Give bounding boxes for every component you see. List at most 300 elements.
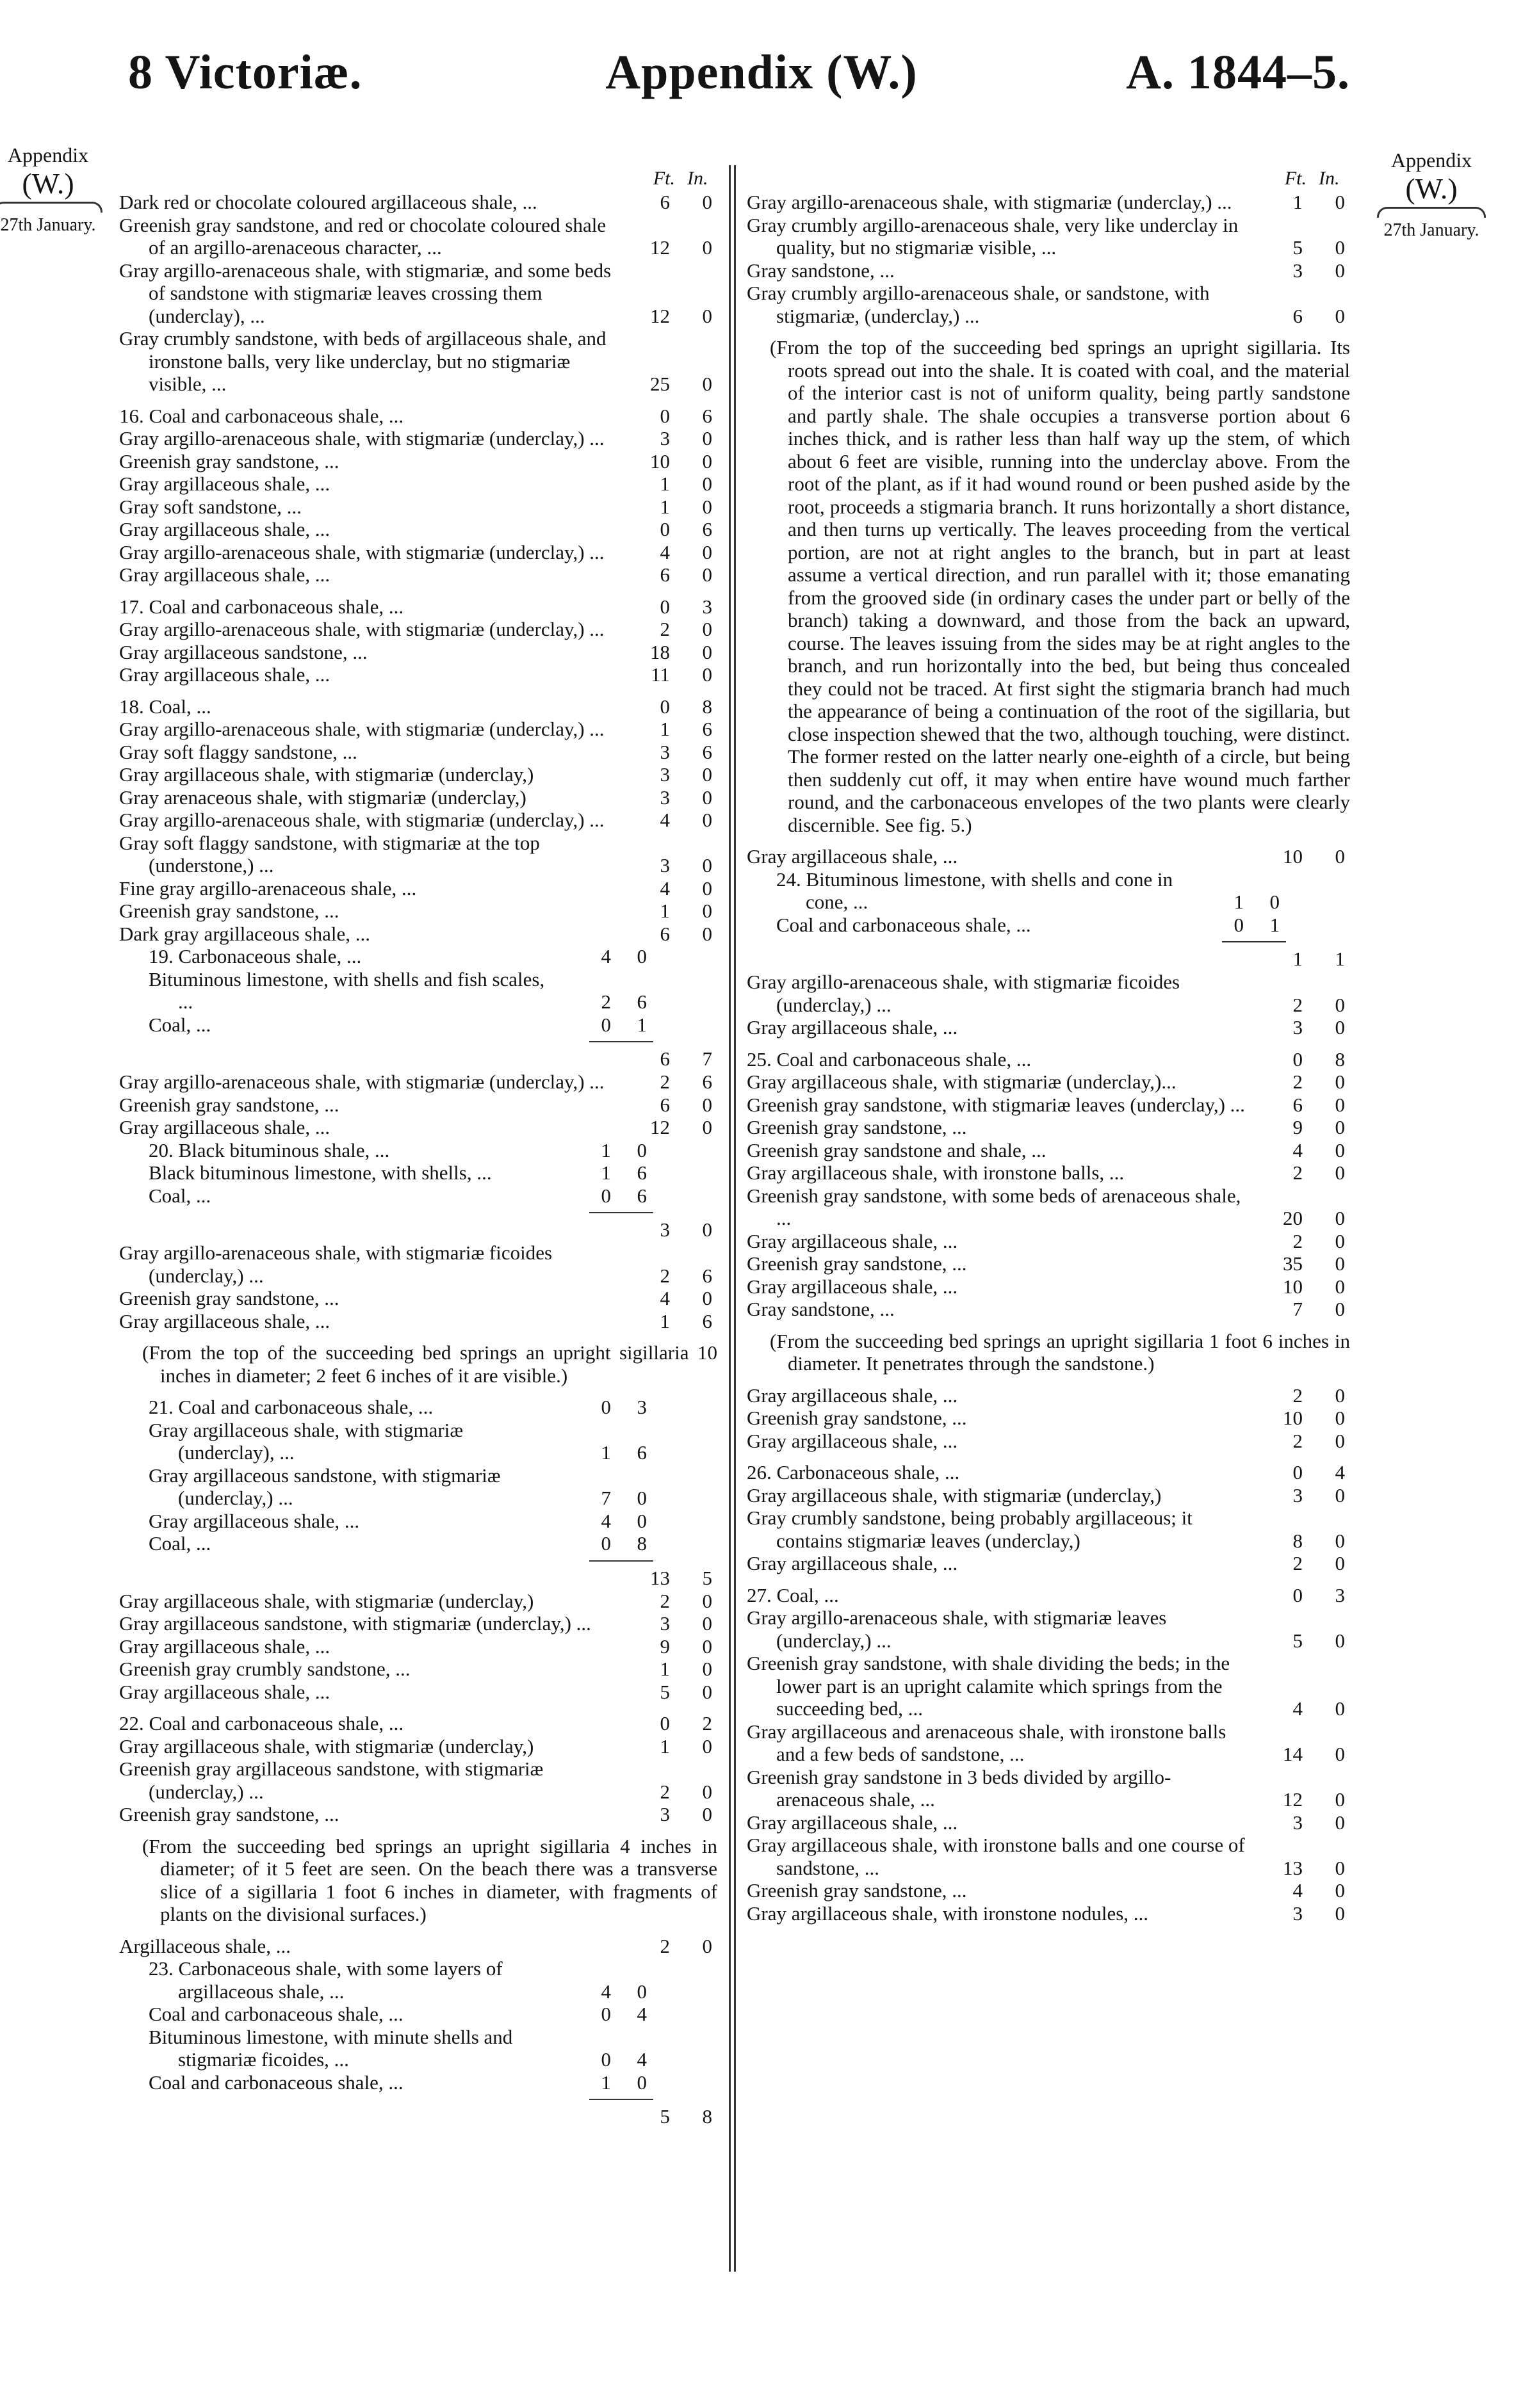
thickness-feet: 10 bbox=[1283, 1275, 1303, 1298]
stratum-description: Gray argillaceous shale, ... bbox=[747, 1016, 958, 1038]
stratum-description: Gray arenaceous shale, with stigmariæ (underclay,) bbox=[119, 786, 526, 809]
stratum-description: Gray sandstone, ... bbox=[747, 259, 895, 282]
stratum-description: Gray argillaceous shale, with ironstone balls, ... bbox=[747, 1161, 1125, 1184]
thickness-inches: 0 bbox=[637, 2071, 647, 2094]
stratum-row bbox=[119, 427, 724, 450]
subtotal-row bbox=[119, 2105, 724, 2128]
stratum-row bbox=[747, 1048, 1356, 1071]
thickness-inches: 4 bbox=[637, 2048, 647, 2071]
thickness-inches: 0 bbox=[1335, 1229, 1345, 1252]
thickness-inches: 3 bbox=[702, 595, 712, 618]
thickness-inches: 0 bbox=[702, 1680, 712, 1703]
thickness-inches: 6 bbox=[702, 1071, 712, 1093]
thickness-inches: 0 bbox=[1335, 1811, 1345, 1834]
subtotal-feet: 13 bbox=[650, 1566, 670, 1589]
thickness-inches: 0 bbox=[637, 1138, 647, 1161]
thickness-feet: 4 bbox=[1292, 1697, 1303, 1720]
stratum-description: Gray soft flaggy sandstone, ... bbox=[119, 740, 357, 763]
stratum-description: Dark gray argillaceous shale, ... bbox=[119, 922, 370, 945]
thickness-feet: 4 bbox=[660, 877, 670, 900]
thickness-inches: 0 bbox=[1335, 1429, 1345, 1452]
thickness-inches: 0 bbox=[702, 763, 712, 786]
strata-list bbox=[119, 191, 724, 945]
stratum-row bbox=[119, 214, 724, 259]
thickness-feet: 0 bbox=[1292, 1047, 1303, 1071]
thickness-feet: 1 bbox=[601, 1441, 611, 1464]
thickness-inches: 8 bbox=[637, 1532, 647, 1555]
thickness-feet: 3 bbox=[1292, 1811, 1303, 1834]
thickness-feet: 3 bbox=[1292, 1016, 1303, 1038]
thickness-feet: 2 bbox=[1292, 1161, 1303, 1184]
margin-note-left bbox=[0, 143, 109, 236]
thickness-inches: 0 bbox=[702, 540, 712, 563]
stratum-row bbox=[119, 663, 724, 686]
stratum-description: Greenish gray sandstone, with shale dividing the beds; in the lower part is an upright calamite which springs from the succeeding bed, ... bbox=[747, 1652, 1230, 1720]
thickness-feet: 14 bbox=[1283, 1743, 1303, 1765]
thickness-inches: 1 bbox=[637, 1013, 647, 1036]
thickness-feet: 1 bbox=[1234, 891, 1244, 913]
thickness-inches: 0 bbox=[1335, 1093, 1345, 1116]
thickness-inches: 0 bbox=[1335, 1743, 1345, 1765]
stratum-description: Greenish gray sandstone, ... bbox=[747, 1407, 967, 1429]
stratum-description: Gray argillaceous shale, with ironstone balls and one course of sandstone, ... bbox=[747, 1834, 1245, 1879]
stratum-description: Gray crumbly argillo-arenaceous shale, very like underclay in quality, but no stigmariæ visible, ... bbox=[747, 213, 1239, 259]
thickness-inches: 0 bbox=[702, 1116, 712, 1138]
thickness-feet: 0 bbox=[660, 695, 670, 718]
thickness-inches: 0 bbox=[702, 809, 712, 831]
stratum-row bbox=[747, 1507, 1356, 1552]
stratum-description: Gray argillaceous shale, ... bbox=[747, 1811, 958, 1834]
thickness-feet: 0 bbox=[601, 1184, 611, 1207]
thickness-feet: 1 bbox=[660, 473, 670, 495]
stratum-row bbox=[747, 1430, 1356, 1453]
thickness-inches: 0 bbox=[702, 663, 712, 686]
stratum-row bbox=[119, 450, 724, 473]
thickness-inches: 0 bbox=[1335, 1788, 1345, 1811]
thickness-inches: 0 bbox=[702, 1287, 712, 1309]
thickness-feet: 1 bbox=[660, 718, 670, 740]
thickness-inches: 0 bbox=[702, 1734, 712, 1758]
thickness-inches: 0 bbox=[637, 1487, 647, 1509]
thickness-inches: 0 bbox=[702, 786, 712, 809]
strata-group-24 bbox=[747, 868, 1356, 971]
stratum-description: Greenish gray sandstone, ... bbox=[747, 1116, 967, 1138]
margin-date: 27th January. bbox=[1383, 220, 1479, 240]
stratum-description: Gray argillaceous shale, with ironstone nodules, ... bbox=[747, 1902, 1149, 1925]
stratum-description: 27. Coal, ... bbox=[747, 1583, 839, 1606]
header-title: Appendix (W.) bbox=[605, 45, 918, 99]
strata-list bbox=[119, 1590, 724, 1826]
stratum-description: Gray argillaceous shale, ... bbox=[747, 1229, 958, 1252]
strata-group-23 bbox=[119, 1957, 724, 2128]
stratum-description: Greenish gray sandstone, ... bbox=[119, 900, 339, 922]
thickness-inches: 0 bbox=[1335, 1116, 1345, 1138]
strata-list bbox=[747, 845, 1356, 868]
strata-list bbox=[119, 1071, 724, 1139]
stratum-description: Gray crumbly sandstone, being probably argillaceous; it contains stigmariæ leaves (underclay,) bbox=[747, 1507, 1193, 1552]
stratum-row bbox=[119, 473, 724, 496]
thickness-feet: 8 bbox=[1292, 1529, 1303, 1552]
margin-appendix-code: (W.) bbox=[1405, 172, 1458, 205]
thickness-feet: 1 bbox=[660, 1734, 670, 1758]
thickness-feet: 0 bbox=[1234, 913, 1244, 936]
thickness-inches: 0 bbox=[1335, 1902, 1345, 1925]
stratum-description: Gray argillo-arenaceous shale, with stigmariæ, and some beds of sandstone with stigmariæ leaves crossing them (underclay), ... bbox=[119, 259, 612, 327]
thickness-inches: 0 bbox=[1269, 891, 1280, 913]
thickness-feet: 4 bbox=[1292, 1879, 1303, 1902]
thickness-feet: 2 bbox=[660, 618, 670, 640]
thickness-feet: 2 bbox=[1292, 1229, 1303, 1252]
stratum-description: Coal and carbonaceous shale, ... bbox=[149, 2003, 403, 2025]
header-year: A. 1844–5. bbox=[1126, 45, 1350, 99]
stratum-description: Argillaceous shale, ... bbox=[119, 1934, 291, 1957]
thickness-feet: 5 bbox=[1292, 236, 1303, 259]
thickness-feet: 1 bbox=[601, 1138, 611, 1161]
stratum-row bbox=[119, 718, 724, 741]
thickness-inches: 6 bbox=[637, 1441, 647, 1464]
thickness-feet: 3 bbox=[660, 763, 670, 786]
thickness-feet: 2 bbox=[1292, 1384, 1303, 1407]
stratum-description: Fine gray argillo-arenaceous shale, ... bbox=[119, 877, 417, 900]
strata-list bbox=[119, 1241, 724, 1332]
thickness-feet: 2 bbox=[660, 1264, 670, 1287]
stratum-description: 19. Carbonaceous shale, ... bbox=[149, 945, 362, 967]
stratum-description: 17. Coal and carbonaceous shale, ... bbox=[119, 595, 404, 618]
stratum-row bbox=[747, 1184, 1356, 1230]
stratum-description: Gray argillaceous and arenaceous shale, with ironstone balls and a few beds of sandstone, ... bbox=[747, 1720, 1226, 1765]
thickness-inches: 0 bbox=[702, 1780, 712, 1803]
thickness-feet: 10 bbox=[1283, 845, 1303, 868]
thickness-feet: 12 bbox=[650, 304, 670, 327]
thickness-inches: 8 bbox=[1335, 1047, 1345, 1071]
thickness-inches: 0 bbox=[1335, 1207, 1345, 1229]
thickness-feet: 4 bbox=[660, 540, 670, 563]
thickness-inches: 0 bbox=[702, 427, 712, 449]
thickness-feet: 2 bbox=[1292, 1552, 1303, 1574]
thickness-inches: 6 bbox=[702, 404, 712, 427]
strata-group-19 bbox=[119, 945, 724, 1071]
stratum-description: Gray argillo-arenaceous shale, with stigmariæ (underclay,) ... bbox=[119, 618, 605, 640]
column-header-left bbox=[647, 168, 708, 190]
thickness-inches: 0 bbox=[1335, 1138, 1345, 1161]
thickness-feet: 4 bbox=[601, 1509, 611, 1532]
strata-group-20 bbox=[119, 1139, 724, 1242]
thickness-inches: 0 bbox=[702, 1803, 712, 1825]
stratum-row bbox=[119, 1116, 724, 1139]
thickness-inches: 0 bbox=[1335, 1856, 1345, 1879]
stratum-description: Greenish gray sandstone and shale, ... bbox=[747, 1138, 1047, 1161]
thickness-feet: 10 bbox=[650, 449, 670, 473]
thickness-inches: 0 bbox=[1335, 1629, 1345, 1652]
thickness-feet: 18 bbox=[650, 640, 670, 663]
thickness-feet: 2 bbox=[660, 1780, 670, 1803]
stratum-row bbox=[747, 1652, 1356, 1720]
stratum-row bbox=[747, 1902, 1356, 1925]
thickness-inches: 0 bbox=[1335, 304, 1345, 327]
thickness-inches: 0 bbox=[702, 304, 712, 327]
stratum-description: Black bituminous limestone, with shells, ... bbox=[149, 1161, 492, 1184]
thickness-feet: 1 bbox=[660, 1658, 670, 1680]
thickness-inches: 0 bbox=[1335, 236, 1345, 259]
thickness-feet: 0 bbox=[1292, 1461, 1303, 1483]
stratum-row bbox=[747, 868, 1356, 914]
thickness-feet: 10 bbox=[1283, 1407, 1303, 1429]
thickness-inches: 0 bbox=[1335, 1275, 1345, 1298]
thickness-feet: 12 bbox=[1283, 1788, 1303, 1811]
stratum-row bbox=[119, 1396, 724, 1419]
left-column bbox=[119, 191, 724, 2128]
stratum-description: 22. Coal and carbonaceous shale, ... bbox=[119, 1712, 404, 1734]
thickness-inches: 6 bbox=[702, 1309, 712, 1332]
margin-appendix-label: Appendix bbox=[7, 143, 89, 166]
stratum-description: Greenish gray sandstone, with stigmariæ leaves (underclay,) ... bbox=[747, 1093, 1245, 1116]
thickness-feet: 2 bbox=[1292, 993, 1303, 1016]
stratum-description: Gray argillo-arenaceous shale, with stigmariæ (underclay,) ... bbox=[119, 718, 605, 740]
stratum-row bbox=[747, 191, 1356, 214]
stratum-description: Dark red or chocolate coloured argillaceous shale, ... bbox=[119, 191, 537, 213]
stratum-row bbox=[119, 1310, 724, 1333]
stratum-description: Gray argillo-arenaceous shale, with stigmariæ leaves (underclay,) ... bbox=[747, 1606, 1167, 1652]
thickness-feet: 3 bbox=[1292, 1902, 1303, 1925]
thickness-feet: 3 bbox=[660, 854, 670, 877]
feet-header: Ft. bbox=[653, 168, 675, 189]
thickness-feet: 3 bbox=[1292, 1483, 1303, 1507]
stratum-description: Gray argillaceous shale, ... bbox=[149, 1509, 360, 1532]
margin-brace bbox=[0, 202, 102, 213]
stratum-description: Gray argillaceous shale, ... bbox=[119, 1680, 330, 1703]
thickness-feet: 2 bbox=[660, 1071, 670, 1093]
subtotal-inches: 8 bbox=[702, 2105, 712, 2128]
fossil-note: (From the succeeding bed springs an upright sigillaria 1 foot 6 inches in diameter. It penetrates through the sandstone.) bbox=[770, 1329, 1350, 1375]
thickness-inches: 0 bbox=[702, 449, 712, 473]
stratum-description: Greenish gray sandstone, ... bbox=[747, 1252, 967, 1275]
fossil-note: (From the top of the succeeding bed springs an upright sigillaria. Its roots spread out into the shale. It is coated with coal, and the material of the interior cast is not of uniform quality, being partly sandstone and partly shale. The shale occupies a transverse portion about 6 inches thick, and is rather less than half way up the stem, of which about 6 feet are visible, running into the underclay above. From the root of the plant, as if it had wound round or been pushed aside by the root, proceeds a stigmaria branch. It runs horizontally a short distance, and then turns up vertically. The leaves proceeding from the vertical portion, are not at right angles to the branch, but in part at least assume a vertical direction, and run parallel with it; those emanating from the grooved side (in ordinary cases the under part or belly of the branch) taking a downward, and those from the back an upward, course. The leaves issuing from the sides may be at right angles to the branch, and run horizontally into the bed, but being thus concealed they could not be traced. At first sight the stigmaria branch had much the appearance of being a continuation of the root of the sigillaria, but close inspection shewed that the two, although touching, were distinct. The former rested on the latter nearly one-eighth of a circle, but being then suddenly cut off, it may when entire have wound much farther round, and the carbonaceous envelopes of the two plants were clearly discernible. See fig. 5.) bbox=[770, 336, 1350, 836]
stratum-row bbox=[119, 877, 724, 900]
stratum-description: 16. Coal and carbonaceous shale, ... bbox=[119, 404, 404, 427]
inches-header: In. bbox=[1319, 168, 1340, 189]
thickness-feet: 3 bbox=[1292, 259, 1303, 282]
stratum-description: 23. Carbonaceous shale, with some layers of argillaceous shale, ... bbox=[149, 1957, 503, 2003]
stratum-row bbox=[747, 1139, 1356, 1162]
thickness-inches: 4 bbox=[1335, 1461, 1345, 1483]
thickness-inches: 0 bbox=[702, 373, 712, 395]
thickness-feet: 12 bbox=[650, 236, 670, 259]
subtotal-feet: 6 bbox=[660, 1047, 670, 1070]
thickness-feet: 2 bbox=[1292, 1071, 1303, 1093]
thickness-feet: 2 bbox=[660, 1589, 670, 1612]
stratum-row bbox=[747, 1275, 1356, 1298]
stratum-description: Coal, ... bbox=[149, 1532, 211, 1555]
stratum-description: Gray argillaceous shale, ... bbox=[119, 1116, 330, 1138]
stratum-row bbox=[119, 618, 724, 641]
stratum-description: Gray argillo-arenaceous shale, with stigmariæ (underclay,) ... bbox=[119, 540, 605, 563]
stratum-description: Gray soft flaggy sandstone, with stigmariæ at the top (understone,) ... bbox=[119, 831, 540, 877]
thickness-inches: 3 bbox=[637, 1396, 647, 1418]
stratum-description: 25. Coal and carbonaceous shale, ... bbox=[747, 1047, 1032, 1071]
stratum-description: 26. Carbonaceous shale, ... bbox=[747, 1461, 960, 1483]
subtotal-inches: 5 bbox=[702, 1566, 712, 1589]
stratum-row bbox=[747, 282, 1356, 327]
thickness-inches: 8 bbox=[702, 695, 712, 718]
thickness-inches: 0 bbox=[702, 922, 712, 945]
thickness-feet: 0 bbox=[601, 2003, 611, 2025]
subtotal-row bbox=[119, 1218, 724, 1241]
thickness-inches: 0 bbox=[1335, 1552, 1345, 1574]
stratum-row bbox=[119, 405, 724, 428]
stratum-row bbox=[119, 2026, 724, 2071]
thickness-inches: 6 bbox=[637, 1161, 647, 1184]
thickness-feet: 4 bbox=[660, 809, 670, 831]
stratum-description: Greenish gray argillaceous sandstone, with stigmariæ (underclay,) ... bbox=[119, 1758, 544, 1803]
thickness-inches: 0 bbox=[702, 877, 712, 900]
stratum-row bbox=[747, 1766, 1356, 1811]
thickness-inches: 0 bbox=[1335, 1407, 1345, 1429]
thickness-feet: 1 bbox=[660, 1309, 670, 1332]
stratum-row bbox=[119, 968, 724, 1014]
stratum-description: Gray crumbly argillo-arenaceous shale, or sandstone, with stigmariæ, (underclay,) ... bbox=[747, 282, 1210, 327]
subtotal-inches: 7 bbox=[702, 1047, 712, 1070]
stratum-description: Gray argillaceous shale, with stigmariæ (underclay), ... bbox=[149, 1418, 464, 1464]
stratum-row bbox=[747, 1252, 1356, 1275]
thickness-feet: 1 bbox=[601, 1161, 611, 1184]
thickness-inches: 0 bbox=[702, 563, 712, 586]
stratum-row bbox=[747, 845, 1356, 868]
thickness-inches: 2 bbox=[702, 1712, 712, 1734]
stratum-row bbox=[119, 1758, 724, 1803]
stratum-description: Gray argillo-arenaceous shale, with stigmariæ (underclay,) ... bbox=[119, 1071, 605, 1093]
stratum-row bbox=[119, 496, 724, 519]
stratum-row bbox=[119, 1139, 724, 1162]
subtotal-row bbox=[747, 948, 1356, 971]
thickness-feet: 1 bbox=[660, 495, 670, 518]
stratum-row bbox=[119, 1241, 724, 1287]
thickness-feet: 4 bbox=[1292, 1138, 1303, 1161]
stratum-description: Gray argillaceous shale, ... bbox=[119, 663, 330, 686]
strata-list bbox=[747, 191, 1356, 327]
stratum-row bbox=[119, 809, 724, 832]
subtotal-feet: 5 bbox=[660, 2105, 670, 2128]
stratum-row bbox=[747, 971, 1356, 1016]
stratum-row bbox=[119, 191, 724, 214]
stratum-row bbox=[119, 945, 724, 968]
stratum-row bbox=[119, 1071, 724, 1094]
subtotal-inches: 0 bbox=[702, 1218, 712, 1241]
thickness-feet: 1 bbox=[1292, 191, 1303, 213]
column-divider bbox=[729, 165, 731, 2272]
stratum-description: Gray sandstone, ... bbox=[747, 1298, 895, 1320]
stratum-description: Gray argillaceous shale, ... bbox=[119, 563, 330, 586]
thickness-inches: 6 bbox=[702, 740, 712, 763]
stratum-description: Gray argillo-arenaceous shale, with stigmariæ (underclay,) ... bbox=[119, 809, 605, 831]
stratum-description: Gray argillaceous shale, ... bbox=[747, 845, 958, 868]
thickness-feet: 4 bbox=[601, 1980, 611, 2003]
subtotal-feet: 3 bbox=[660, 1218, 670, 1241]
stratum-description: Greenish gray sandstone, ... bbox=[119, 1803, 339, 1825]
stratum-description: Coal, ... bbox=[149, 1013, 211, 1036]
stratum-row bbox=[747, 1230, 1356, 1253]
stratum-description: Greenish gray sandstone, with some beds of arenaceous shale, ... bbox=[747, 1184, 1241, 1229]
thickness-inches: 0 bbox=[1335, 1483, 1345, 1507]
thickness-feet: 13 bbox=[1283, 1856, 1303, 1879]
stratum-row bbox=[747, 1584, 1356, 1607]
thickness-feet: 0 bbox=[660, 404, 670, 427]
thickness-inches: 0 bbox=[1335, 1298, 1345, 1320]
thickness-inches: 0 bbox=[637, 945, 647, 967]
thickness-feet: 0 bbox=[1292, 1583, 1303, 1606]
stratum-description: Gray argillaceous sandstone, with stigmariæ (underclay,) ... bbox=[119, 1612, 591, 1635]
stratum-row bbox=[747, 1461, 1356, 1484]
stratum-description: Gray argillo-arenaceous shale, with stigmariæ (underclay,) ... bbox=[747, 191, 1232, 213]
thickness-feet: 3 bbox=[660, 1803, 670, 1825]
margin-appendix-code: (W.) bbox=[22, 167, 74, 200]
stratum-description: 20. Black bituminous shale, ... bbox=[149, 1138, 390, 1161]
stratum-row bbox=[119, 1803, 724, 1826]
stratum-description: Bituminous limestone, with minute shells and stigmariæ ficoides, ... bbox=[149, 2025, 513, 2071]
stratum-description: Gray argillaceous shale, ... bbox=[747, 1384, 958, 1407]
stratum-row bbox=[747, 1834, 1356, 1879]
stratum-description: Gray argillaceous shale, ... bbox=[119, 473, 330, 495]
stratum-row bbox=[119, 327, 724, 396]
stratum-description: Greenish gray sandstone, and red or chocolate coloured shale of an argillo-arenaceous character, ... bbox=[119, 213, 607, 259]
stratum-row bbox=[747, 914, 1356, 937]
thickness-feet: 9 bbox=[1292, 1116, 1303, 1138]
stratum-description: Gray argillaceous shale, with stigmariæ (underclay,) bbox=[747, 1483, 1162, 1507]
stratum-row bbox=[747, 1552, 1356, 1575]
thickness-inches: 1 bbox=[1269, 913, 1280, 936]
stratum-description: Gray argillaceous shale, ... bbox=[119, 1635, 330, 1658]
thickness-inches: 0 bbox=[1335, 845, 1345, 868]
thickness-inches: 6 bbox=[702, 1264, 712, 1287]
stratum-row bbox=[747, 1094, 1356, 1117]
strata-list bbox=[747, 971, 1356, 1321]
stratum-row bbox=[119, 541, 724, 564]
stratum-description: Greenish gray crumbly sandstone, ... bbox=[119, 1658, 411, 1680]
stratum-row bbox=[119, 832, 724, 877]
thickness-feet: 5 bbox=[1292, 1629, 1303, 1652]
thickness-inches: 0 bbox=[702, 191, 712, 213]
stratum-row bbox=[119, 563, 724, 586]
stratum-description: Gray argillaceous shale, ... bbox=[119, 1309, 330, 1332]
stratum-row bbox=[747, 1484, 1356, 1507]
inches-header: In. bbox=[687, 168, 708, 189]
thickness-feet: 11 bbox=[651, 663, 670, 686]
feet-header: Ft. bbox=[1284, 168, 1307, 189]
stratum-row bbox=[119, 259, 724, 328]
thickness-inches: 0 bbox=[1335, 1879, 1345, 1902]
subtotal-rule bbox=[747, 936, 1356, 948]
stratum-row bbox=[119, 1712, 724, 1735]
thickness-feet: 7 bbox=[1292, 1298, 1303, 1320]
stratum-row bbox=[747, 1071, 1356, 1094]
thickness-inches: 6 bbox=[637, 1184, 647, 1207]
thickness-feet: 0 bbox=[601, 1532, 611, 1555]
thickness-feet: 0 bbox=[660, 518, 670, 540]
thickness-feet: 6 bbox=[660, 922, 670, 945]
thickness-inches: 0 bbox=[1335, 1161, 1345, 1184]
thickness-inches: 0 bbox=[702, 1635, 712, 1658]
stratum-row bbox=[119, 1419, 724, 1464]
stratum-description: Gray argillaceous shale, ... bbox=[747, 1275, 958, 1298]
margin-brace bbox=[1377, 207, 1486, 218]
strata-list bbox=[119, 1935, 724, 1958]
stratum-row bbox=[747, 1384, 1356, 1407]
column-divider bbox=[734, 165, 736, 2272]
stratum-row bbox=[747, 214, 1356, 259]
thickness-inches: 0 bbox=[1335, 1384, 1345, 1407]
stratum-row bbox=[119, 763, 724, 786]
stratum-description: Gray crumbly sandstone, with beds of argillaceous shale, and ironstone balls, very like underclay, but no stigmariæ visible, ... bbox=[119, 327, 607, 395]
thickness-feet: 25 bbox=[650, 373, 670, 395]
